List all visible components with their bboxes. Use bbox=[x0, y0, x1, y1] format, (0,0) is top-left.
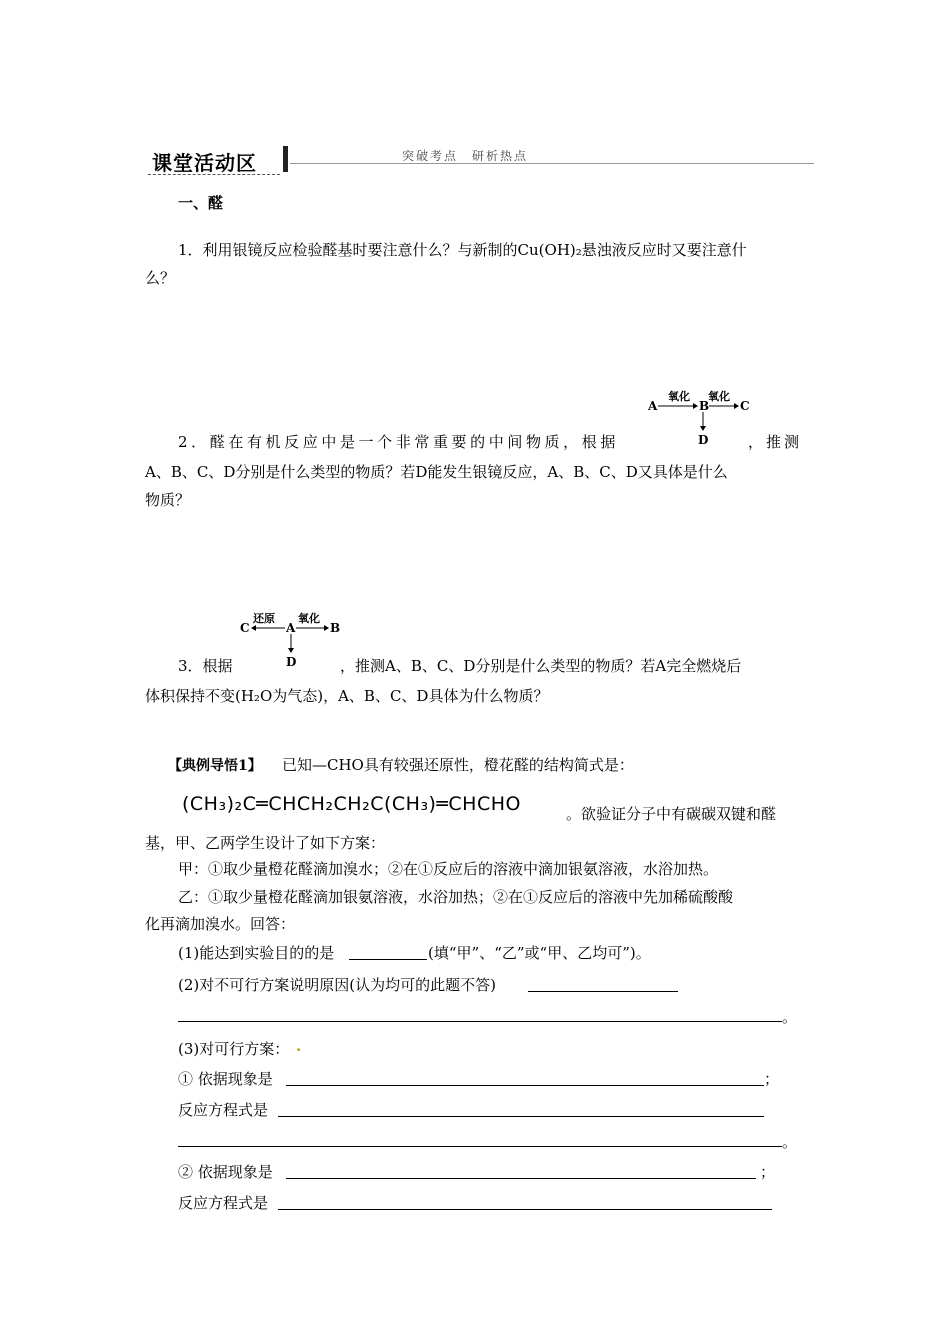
q2-node-b: B bbox=[699, 399, 710, 413]
q2-line3: 物质？ bbox=[145, 491, 191, 509]
sub3-dot-mark: . bbox=[296, 1037, 302, 1055]
sub1-prefix: (1)能达到实验目的的是 bbox=[178, 944, 335, 962]
q3-arrow-right-label: 氧化 bbox=[298, 612, 320, 625]
q3-arrow-left-label: 还原 bbox=[253, 612, 275, 625]
q2-arrow2-label: 氧化 bbox=[708, 390, 730, 403]
q3-node-b: B bbox=[330, 621, 341, 635]
item2-semicolon: ； bbox=[760, 1163, 776, 1181]
plan-yi-line1: 乙：①取少量橙花醛滴加银氨溶液，水浴加热；②在①反应后的溶液中先加稀硫酸酸 bbox=[178, 888, 734, 906]
answer-blank-1[interactable] bbox=[349, 944, 427, 960]
q2-line2: A、B、C、D分别是什么类型的物质？若D能发生银镜反应，A、B、C、D又具体是什么 bbox=[145, 463, 728, 481]
q2-line1-end: ，推测 bbox=[748, 433, 803, 451]
example-intro: 已知—CHO具有较强还原性，橙花醛的结构简式是： bbox=[282, 756, 634, 774]
item1-basis-label: ① 依据现象是 bbox=[178, 1070, 273, 1088]
example-tag: 【典例导悟1】 bbox=[168, 758, 262, 774]
plan-jia: 甲：①取少量橙花醛滴加溴水；②在①反应后的溶液中滴加银氨溶液，水浴加热。 bbox=[178, 860, 719, 878]
q3-line2: 体积保持不变(H₂O为气态)，A、B、C、D具体为什么物质？ bbox=[145, 687, 549, 705]
q1-line1: 1．利用银镜反应检验醛基时要注意什么？与新制的Cu(OH)₂悬浊液反应时又要注意什 bbox=[178, 241, 747, 259]
banner-bar bbox=[283, 146, 288, 172]
answer-blank-item2-basis[interactable] bbox=[286, 1163, 756, 1179]
banner-dashed-underline bbox=[148, 174, 280, 175]
item1-end-mark: 。 bbox=[782, 1133, 798, 1151]
item1-semicolon: ； bbox=[764, 1070, 780, 1088]
sub3-prompt: (3)对可行方案： bbox=[178, 1040, 290, 1058]
answer-blank-2b[interactable] bbox=[178, 1006, 782, 1022]
item2-equation-label: 反应方程式是 bbox=[178, 1194, 269, 1212]
example-after-formula: 。欲验证分子中有碳碳双键和醛 bbox=[566, 805, 777, 823]
q3-node-a: A bbox=[286, 621, 296, 635]
q3-line1-start: 3．根据 bbox=[178, 657, 233, 675]
reaction-diagram-q3 bbox=[236, 608, 348, 670]
answer-blank-item1-basis[interactable] bbox=[286, 1070, 764, 1086]
reaction-diagram-q2 bbox=[644, 386, 754, 448]
sub1-suffix: (填“甲”、“乙”或“甲、乙均可”)。 bbox=[428, 944, 651, 962]
item2-basis-label: ② 依据现象是 bbox=[178, 1163, 273, 1181]
example-line-b: 基，甲、乙两学生设计了如下方案： bbox=[145, 834, 386, 852]
answer-blank-item2-equation[interactable] bbox=[278, 1194, 772, 1210]
q2-node-d: D bbox=[698, 433, 709, 447]
answer-blank-item1-equation-a[interactable] bbox=[278, 1101, 764, 1117]
answer-blank-item1-equation-b[interactable] bbox=[178, 1131, 782, 1147]
banner-rule bbox=[290, 163, 814, 164]
item1-equation-label: 反应方程式是 bbox=[178, 1101, 269, 1119]
citral-structural-formula: (CH₃)₂C═CHCH₂CH₂C(CH₃)═CHCHO bbox=[182, 793, 521, 815]
sub2-prompt: (2)对不可行方案说明原因(认为均可的此题不答) bbox=[178, 976, 496, 994]
section-banner-title: 课堂活动区 bbox=[152, 151, 257, 175]
sub2-end-mark: 。 bbox=[782, 1008, 798, 1026]
q2-node-a: A bbox=[648, 399, 658, 413]
q2-node-c: C bbox=[740, 399, 750, 413]
q2-arrow1-label: 氧化 bbox=[668, 390, 690, 403]
q3-node-c: C bbox=[240, 621, 250, 635]
q3-node-d: D bbox=[286, 655, 297, 669]
q1-line2: 么？ bbox=[145, 269, 176, 287]
q3-line1-end: ，推测A、B、C、D分别是什么类型的物质？若A完全燃烧后 bbox=[340, 657, 742, 675]
plan-yi-line2: 化再滴加溴水。回答： bbox=[145, 915, 296, 933]
section-heading: 一、醛 bbox=[178, 194, 224, 212]
q2-line1-start: 2．醛在有机反应中是一个非常重要的中间物质，根据 bbox=[178, 433, 619, 451]
answer-blank-2a[interactable] bbox=[528, 976, 678, 992]
section-banner-subtitle: 突破考点 研析热点 bbox=[402, 149, 529, 163]
